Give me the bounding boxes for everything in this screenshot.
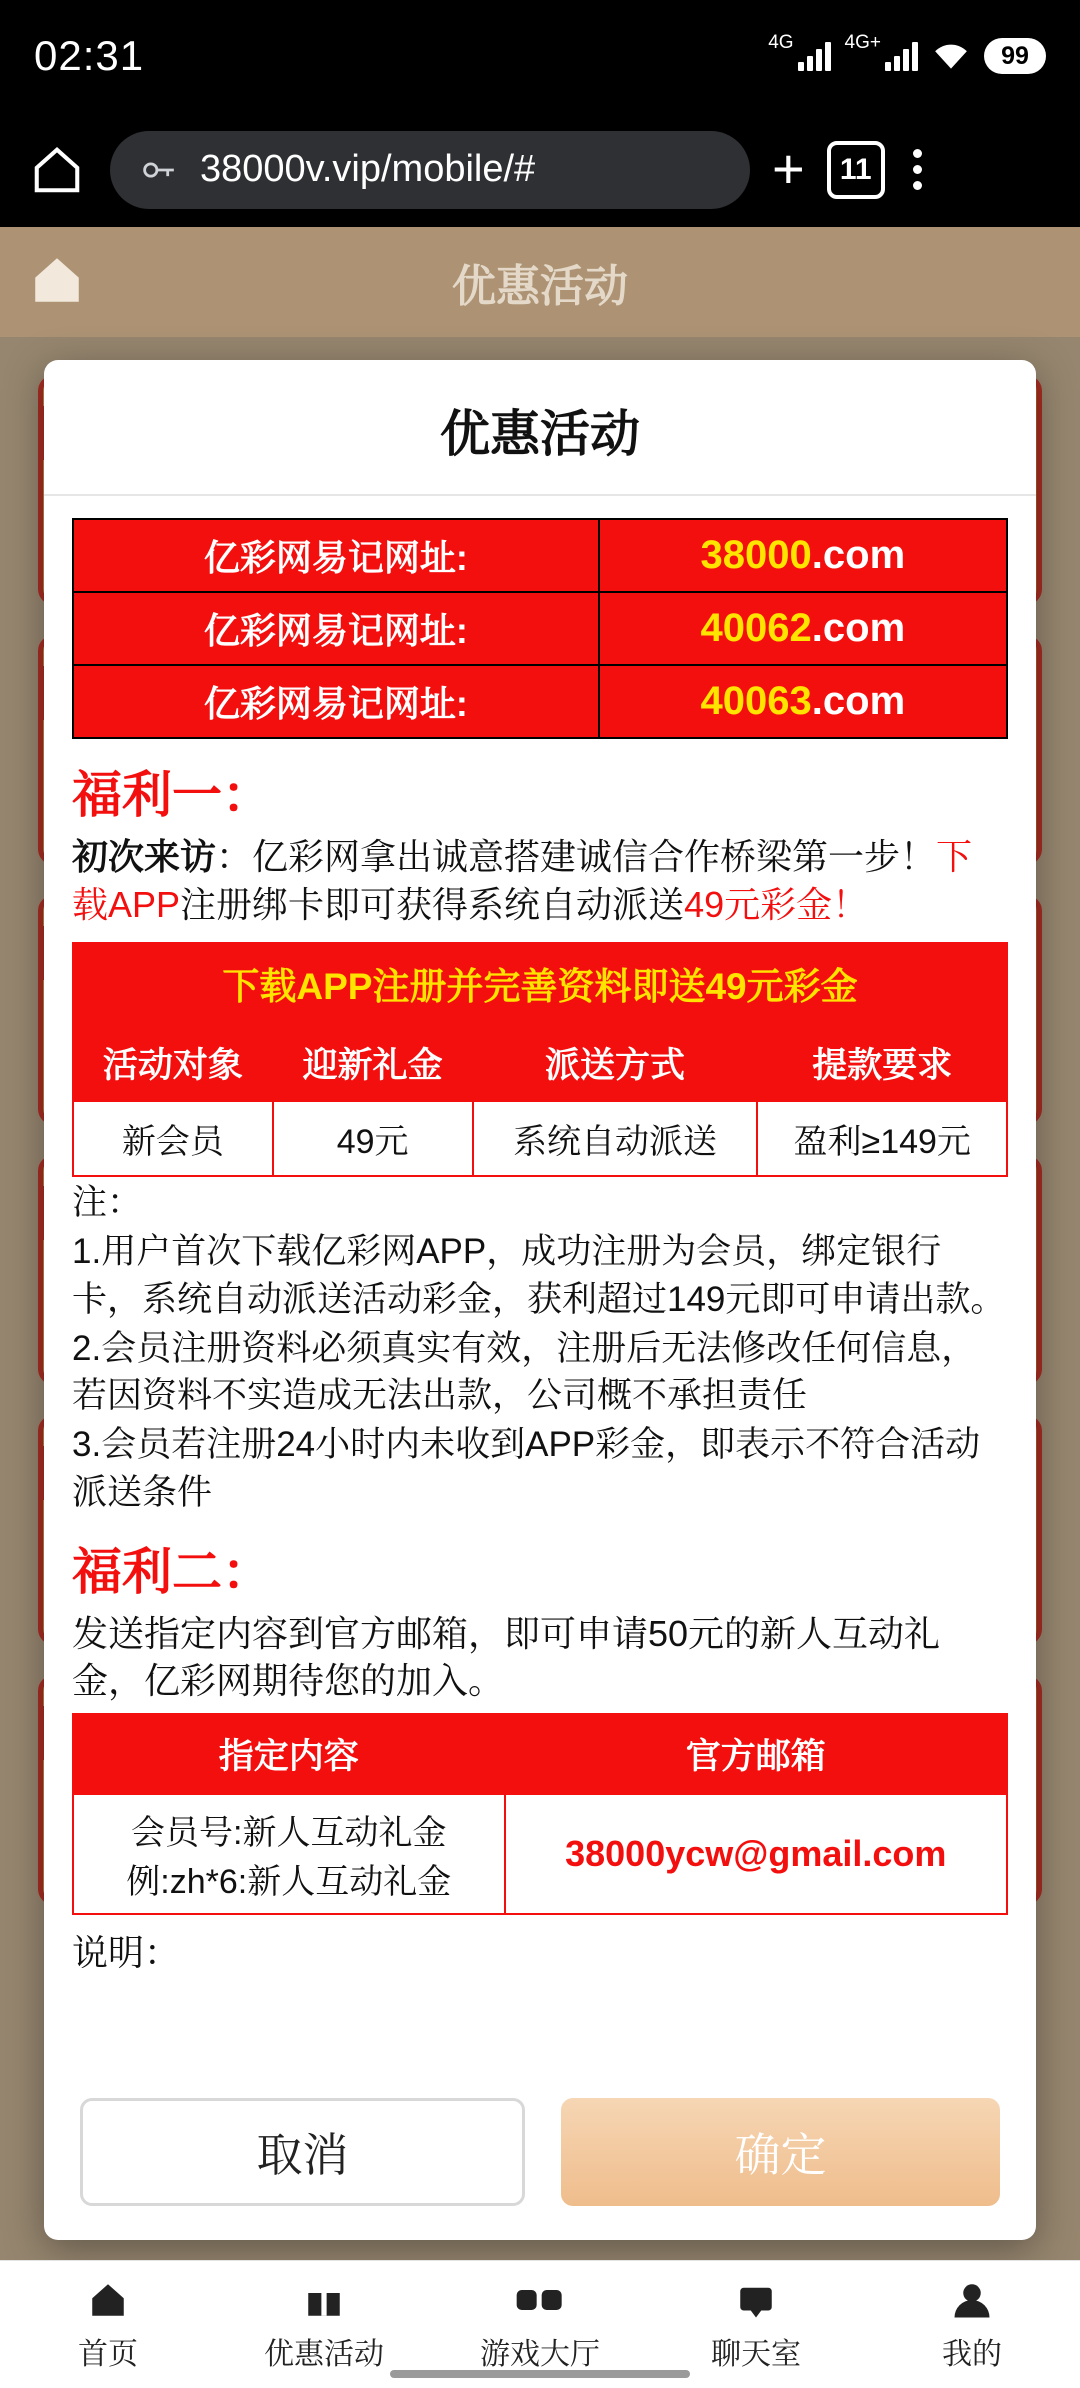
gesture-bar: [390, 2370, 690, 2378]
mirror-url-1: 38000.com: [599, 519, 1007, 592]
nav-item-chat[interactable]: [648, 2277, 864, 2373]
bonus-table: [72, 1024, 1008, 1177]
benefit-one-title: 福利一：: [72, 767, 272, 823]
page-header: [0, 227, 1080, 337]
col-content: 指定内容: [73, 1714, 505, 1794]
table-row: [73, 1101, 1007, 1176]
mirror-url-2: 40062.com: [599, 592, 1007, 665]
email-table: [72, 1713, 1008, 1915]
browser-home-icon[interactable]: [26, 139, 88, 201]
wifi-icon: [932, 41, 970, 71]
table-row: [73, 519, 1007, 592]
table-row: [73, 665, 1007, 738]
bottom-navigation: [0, 2260, 1080, 2388]
explain-label: 说明：: [72, 1931, 181, 1973]
status-indicators: [768, 32, 1046, 74]
nav-label-home: 首页: [78, 2337, 138, 2371]
site-info-icon: [140, 153, 180, 187]
col-target: 活动对象: [73, 1025, 273, 1101]
cell-withdraw: 盈利≥149元: [757, 1101, 1007, 1176]
network-label-1: 4G: [768, 32, 794, 53]
signal-bars-icon-1: [798, 41, 831, 71]
page-title: 优惠活动: [452, 262, 628, 311]
nav-item-games[interactable]: [432, 2277, 648, 2373]
cancel-button[interactable]: 取消: [80, 2098, 525, 2206]
browser-menu-icon[interactable]: [907, 143, 928, 196]
note-item-1: 1.用户首次下载亿彩网APP，成功注册为会员，绑定银行卡，系统自动派送活动彩金，获利超过149元即可申请出款。: [72, 1232, 1006, 1319]
nav-label-chat: 聊天室: [711, 2337, 801, 2371]
promo-banner: 下载APP注册并完善资料即送49元彩金: [72, 942, 1008, 1024]
user-icon: [949, 2277, 995, 2323]
nav-item-profile[interactable]: [864, 2277, 1080, 2373]
table-row: [73, 592, 1007, 665]
table-header-row: [73, 1025, 1007, 1101]
network-label-2: 4G+: [844, 32, 881, 53]
mirror-label-3: 亿彩网易记网址:: [73, 665, 599, 738]
nav-label-promotions: 优惠活动: [264, 2337, 384, 2371]
cell-target: 新会员: [73, 1101, 273, 1176]
cell-email: 38000ycw@gmail.com: [505, 1794, 1007, 1914]
table-header-row: [73, 1714, 1007, 1794]
page-home-icon[interactable]: [28, 251, 86, 314]
nav-label-profile: 我的: [942, 2337, 1002, 2371]
status-bar: [0, 0, 1080, 112]
nav-item-promotions[interactable]: [216, 2277, 432, 2373]
benefit-two-text: 发送指定内容到官方邮箱，即可申请50元的新人互动礼金，亿彩网期待您的加入。: [72, 1612, 941, 1702]
mirror-label-2: 亿彩网易记网址:: [73, 592, 599, 665]
modal-body: [44, 496, 1036, 2074]
dice-icon: [515, 2277, 565, 2323]
mirror-url-table: [72, 518, 1008, 739]
cell-method: 系统自动派送: [473, 1101, 758, 1176]
col-method: 派送方式: [473, 1025, 758, 1101]
notes-label: 注：: [72, 1183, 143, 1223]
battery-indicator: 99: [984, 38, 1046, 74]
note-item-2: 2.会员注册资料必须真实有效，注册后无法修改任何信息，若因资料不实造成无法出款，公司概不承担责任: [72, 1328, 977, 1416]
url-text: 38000v.vip/mobile/#: [200, 148, 536, 190]
col-withdraw: 提款要求: [757, 1025, 1007, 1101]
status-clock: 02:31: [34, 32, 145, 79]
content-line-2: 例:zh*6:新人互动礼金: [126, 1862, 452, 1901]
promo-modal: [44, 360, 1036, 2240]
mirror-url-3: 40063.com: [599, 665, 1007, 738]
browser-toolbar: [0, 112, 1080, 227]
benefit-one-text: 初次来访：亿彩网拿出诚意搭建诚信合作桥梁第一步！下载APP注册绑卡即可获得系统自动派送49元彩金！: [72, 836, 973, 925]
url-bar[interactable]: [110, 131, 750, 209]
col-bonus: 迎新礼金: [273, 1025, 473, 1101]
nav-item-home[interactable]: [0, 2277, 216, 2373]
new-tab-button[interactable]: +: [772, 137, 805, 201]
note-item-3: 3.会员若注册24小时内未收到APP彩金，即表示不符合活动派送条件: [72, 1425, 981, 1512]
col-email: 官方邮箱: [505, 1714, 1007, 1794]
signal-bars-icon-2: [885, 41, 918, 71]
modal-title: 优惠活动: [44, 360, 1036, 496]
cell-bonus: 49元: [273, 1101, 473, 1176]
benefit-two-title: 福利二：: [72, 1543, 272, 1600]
home-icon: [85, 2277, 131, 2323]
mirror-label-1: 亿彩网易记网址:: [73, 519, 599, 592]
chat-icon: [733, 2277, 779, 2323]
nav-label-games: 游戏大厅: [480, 2337, 600, 2371]
tab-switcher-button[interactable]: 11: [827, 141, 885, 199]
content-line-1: 会员号:新人互动礼金: [131, 1813, 447, 1852]
confirm-button[interactable]: 确定: [561, 2098, 1000, 2206]
table-row: [73, 1794, 1007, 1914]
gift-icon: [301, 2277, 347, 2323]
modal-footer: [44, 2074, 1036, 2240]
notes-block: [72, 1179, 1008, 1516]
cell-content: [73, 1794, 505, 1914]
